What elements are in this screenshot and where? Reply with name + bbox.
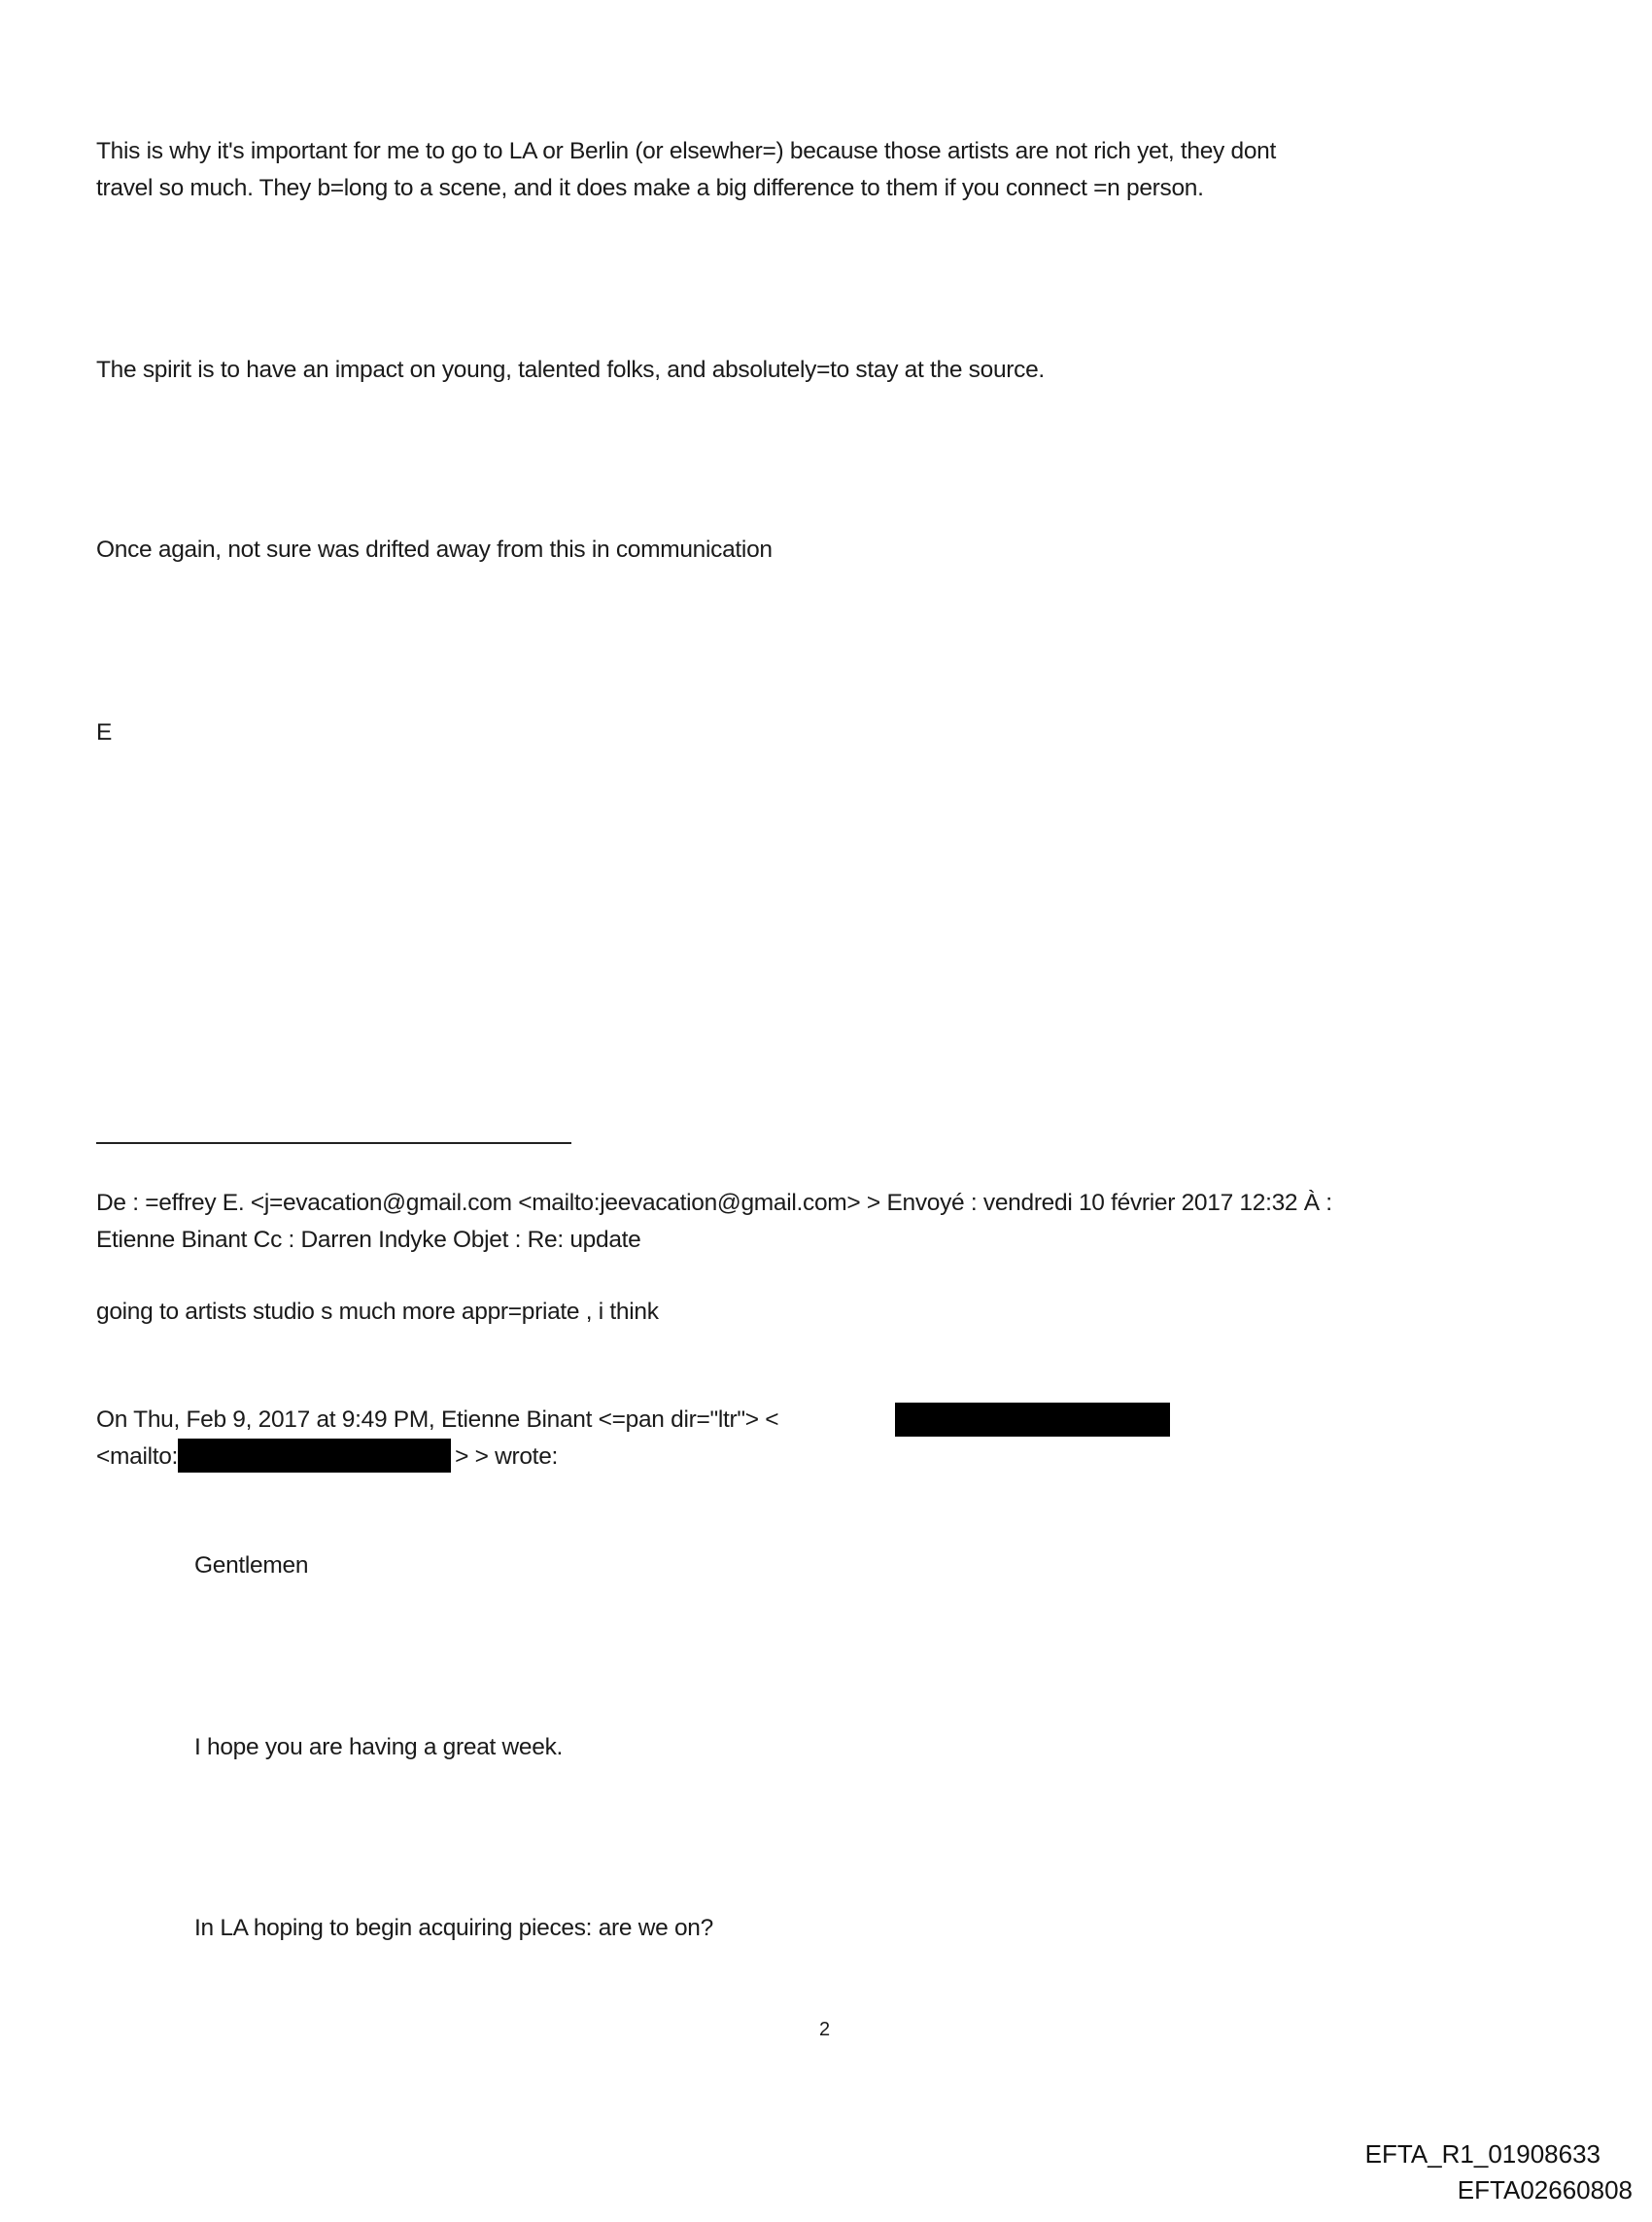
quote-para1: I hope you are having a great week. — [194, 1734, 564, 1760]
bates-number: EFTA02660808 — [1457, 2175, 1633, 2205]
email-header-line1: De : =effrey E. <j=evacation@gmail.com <mailto:jeevacation@gmail.com> > Envoyé : vendredi 10 février 2017 12:32 À : — [96, 1190, 1332, 1216]
body-para2: The spirit is to have an impact on young, talented folks, and absolutely=to stay at the source. — [96, 357, 1045, 383]
body-para1-line1: This is why it's important for me to go to LA or Berlin (or elsewher=) because those artists are not rich yet, they dont — [96, 138, 1276, 164]
redaction-box — [178, 1439, 451, 1473]
reply-text: going to artists studio s much more appr=priate , i think — [96, 1299, 659, 1325]
redaction-box — [895, 1403, 1170, 1437]
quote-attribution-line1: On Thu, Feb 9, 2017 at 9:49 PM, Etienne Binant <=pan dir="ltr"> < — [96, 1406, 779, 1433]
quote-greeting: Gentlemen — [194, 1552, 309, 1579]
email-header-line2: Etienne Binant Cc : Darren Indyke Objet : Re: update — [96, 1227, 641, 1253]
mailto-prefix: <mailto: — [96, 1443, 179, 1470]
signature: E — [96, 719, 113, 746]
body-para3: Once again, not sure was drifted away from this in communication — [96, 537, 773, 563]
page-number: 2 — [819, 2019, 830, 2040]
body-para1-line2: travel so much. They b=long to a scene, and it does make a big difference to them if you connect =n person. — [96, 175, 1204, 201]
wrote-suffix: > > wrote: — [455, 1443, 559, 1470]
quote-para2: In LA hoping to begin acquiring pieces: are we on? — [194, 1915, 713, 1941]
quote-attribution-line2 — [96, 1439, 558, 1476]
bates-number-r1: EFTA_R1_01908633 — [1364, 2139, 1600, 2169]
separator-rule — [96, 1142, 571, 1144]
